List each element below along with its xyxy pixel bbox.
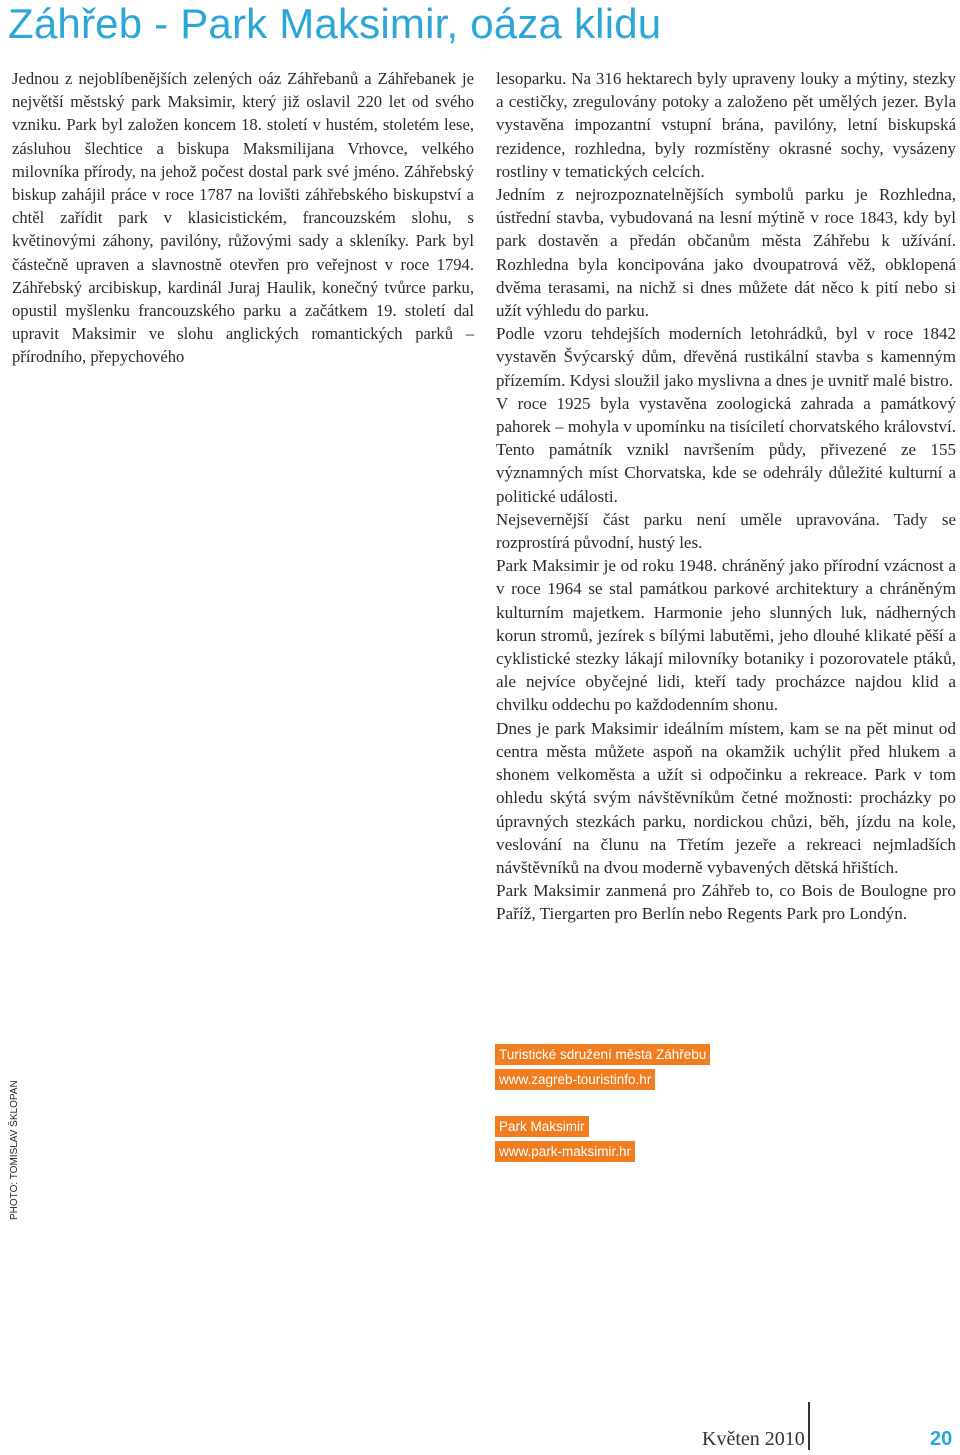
paragraph: Nejsevernější část parku není uměle upravována. Tady se rozprostírá původní, hustý les. [496, 509, 956, 553]
org-label: Turistické sdružení města Záhřebu [495, 1044, 710, 1065]
footer-divider [808, 1402, 810, 1450]
org-url-link[interactable]: www.zagreb-touristinfo.hr [495, 1069, 655, 1090]
article-left-column [12, 67, 474, 369]
paragraph: Jedním z nejrozpoznatelnějších symbolů parku je Rozhledna, ústřední stavba, vybudovaná na lesní mýtině v roce 1843, kdy byl park dostavěn a předán občanům města Záhřebu k užívání. Rozhledna byla koncipována jako dvoupatrová věž, obklopená dvěma terasami, na nichž si dnes můžete dát něco k pití nebo si užít výhledu do parku. [496, 185, 956, 321]
photo-credit [0, 1080, 20, 1220]
paragraph: Park Maksimir je od roku 1948. chráněný jako přírodní vzácnost a v roce 1964 se stal památkou parkové architektury a chráněným kulturním majetkem. Harmonie jeho slunných luk, nádherných korun stromů, jezírek s bílými labutěmi, jeho dlouhé klikaté pěší a cyklistické stezky lákají milovníky botaniky i pozorovatele ptáků, ale nejvíce obyčejné lidi, kteří tady procházce najdou klid a chvilku oddechu po každodenním shonu. [496, 556, 956, 715]
paragraph: Park Maksimir zanmená pro Záhřeb to, co Bois de Boulogne pro Paříž, Tiergarten pro Berlín nebo Regents Park pro Londýn. [496, 881, 956, 924]
article-right-column [496, 67, 956, 926]
page-number: 20 [930, 1428, 953, 1450]
paragraph: Dnes je park Maksimir ideálním místem, kam se na pět minut od centra města můžete aspoň na okamžik uchýlit před hlukem a shonem velkoměsta a užít si odpočinku a rekreace. Park v tom ohledu skýtá svým návštěvníkům četné možnosti: procházky po úpravných stezkách parku, nordickou chůzi, běh, jízdu na kole, veslování na člunu na Třetím jezeře a rekreaci nejmladších návštěvníků na dvou moderně vybavených dětská hřištích. [496, 718, 956, 877]
page-title: Záhřeb - Park Maksimir, oáza klidu [8, 0, 662, 47]
park-label: Park Maksimir [495, 1116, 589, 1137]
paragraph: Jednou z nejoblíbenějších zelených oáz Záhřebanů a Záhřebanek je největší městský park Maksimir, který již oslavil 220 let od svého vzniku. Park byl založen koncem 18. století v hustém, stoletém lese, zásluhou šlechtice a biskupa Maksmilijana Vrhovce, velkého milovníka přírody, na jehož počest dostal park své jméno. Záhřebský biskup zahájil práce v roce 1787 na lovišti záhřebského biskupství a chtěl zařídit park v klasicistickém, francouzském slohu, s květinovými záhony, pavilóny, růžovými sady a skleníky. Park byl částečně upraven a slavnostně otevřen pro veřejnost v roce 1794. Záhřebský arcibiskup, kardinál Juraj Haulik, konečný tvůrce parku, opustil myšlenku francouzského parku a začátkem 19. století dal upravit Maksimir ve slohu anglických romantických parků – přírodního, přepychového [12, 69, 474, 367]
paragraph: lesoparku. Na 316 hektarech byly upraveny louky a mýtiny, stezky a cestičky, zregulovány potoky a založeno pět umělých jezer. Byla vystavěna impozantní vstupní brána, pavilóny, letní biskupská rezidence, rozhledna, byly rozmístěny okrasné sochy, vysázeny rostliny v tematických celcích. [496, 69, 956, 181]
issue-date: Květen 2010 [702, 1428, 805, 1450]
paragraph: Podle vzoru tehdejších moderních letohrádků, byl v roce 1842 vystavěn Švýcarský dům, dřevěná rustikální stavba s kamenným přízemím. Kdysi sloužil jako myslivna a dnes je uvnitř malé bistro. [496, 324, 956, 390]
paragraph: V roce 1925 byla vystavěna zoologická zahrada a památkový pahorek – mohyla v upomínku na tisíciletí chorvatského království. Tento památník vznikl navršením půdy, přivezené ze 155 významných míst Chorvatska, kde se odehrály důležité kulturní a politické události. [496, 393, 956, 506]
park-url-link[interactable]: www.park-maksimir.hr [495, 1141, 635, 1162]
photo-credit-text: PHOTO: TOMISLAV ŠKLOPAN [9, 1080, 20, 1220]
